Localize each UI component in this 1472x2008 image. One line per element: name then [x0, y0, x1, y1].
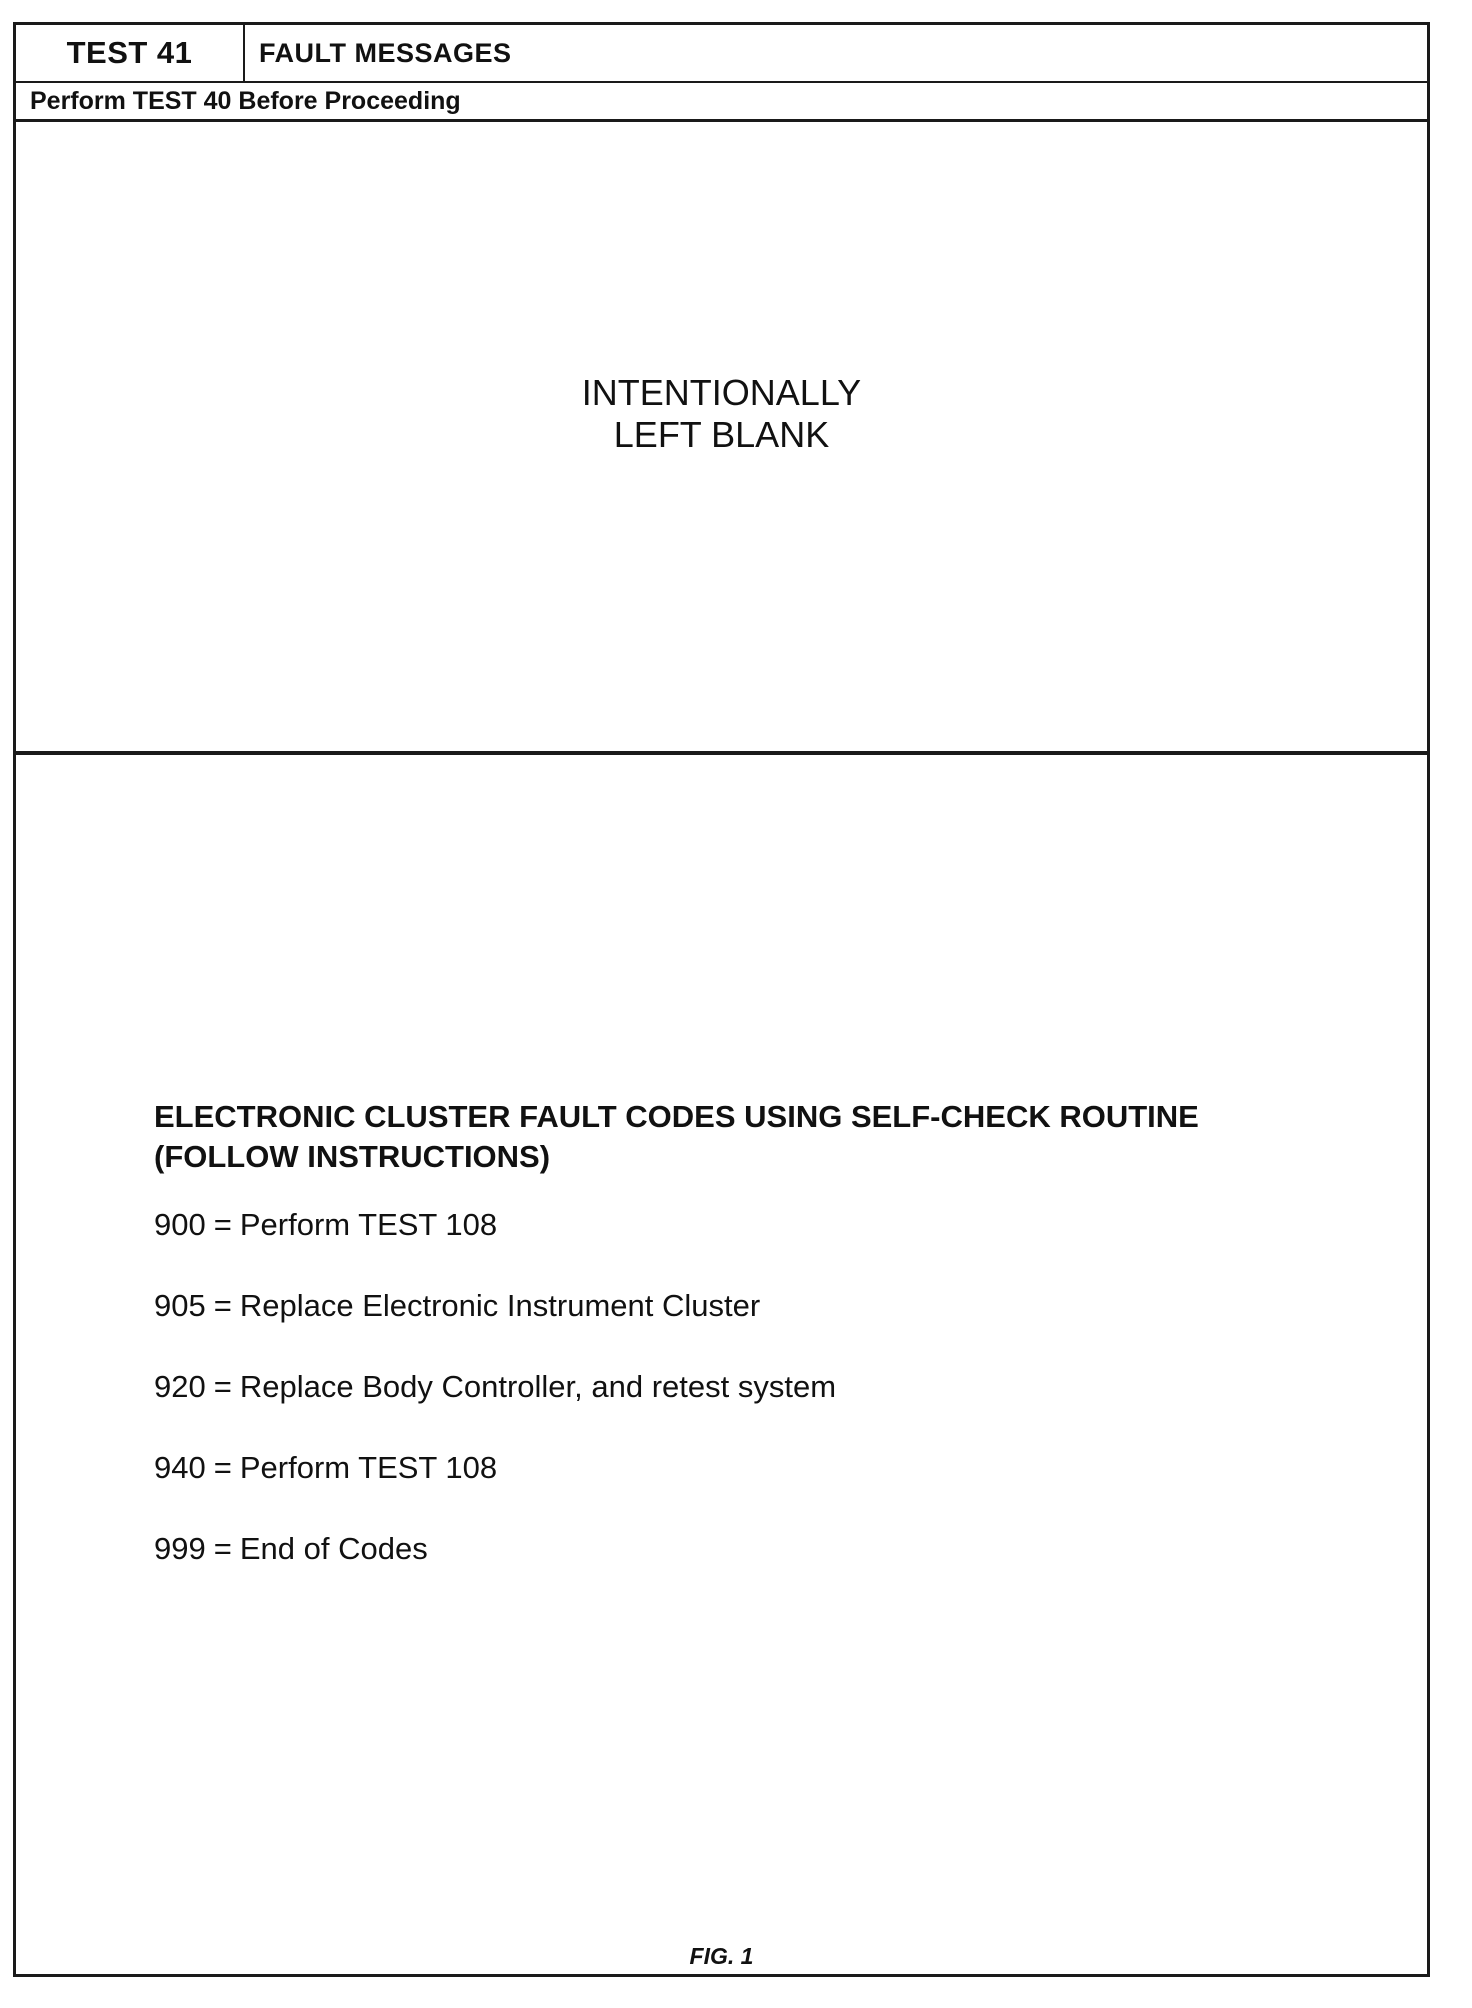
prerequisite-note: Perform TEST 40 Before Proceeding — [16, 83, 1427, 122]
fault-code-action: End of Codes — [239, 1531, 428, 1566]
fault-codes-panel — [16, 755, 1427, 1974]
blank-note-line-1: INTENTIONALLY — [581, 372, 862, 413]
fault-code-action: Replace Body Controller, and retest system — [239, 1369, 837, 1404]
test-title: FAULT MESSAGES — [259, 37, 512, 68]
test-header — [16, 25, 1427, 83]
fault-codes-heading-line-2: (FOLLOW INSTRUCTIONS) — [154, 1139, 551, 1174]
fault-code-action: Perform TEST 108 — [239, 1450, 498, 1485]
fault-code: 920 — [154, 1369, 206, 1404]
fault-code-separator: = — [213, 1288, 232, 1323]
fault-codes-list — [154, 1205, 836, 1610]
fault-code: 940 — [154, 1450, 206, 1485]
fault-code-item — [154, 1205, 836, 1286]
blank-panel — [16, 122, 1427, 755]
fault-code: 905 — [154, 1288, 206, 1323]
fault-codes-heading — [154, 1097, 1354, 1177]
intentionally-blank-note — [16, 372, 1427, 456]
fault-code-separator: = — [213, 1207, 232, 1242]
fault-code-item — [154, 1286, 836, 1367]
fault-code-item — [154, 1529, 836, 1610]
figure-caption: FIG. 1 — [689, 1943, 754, 1969]
fault-code: 999 — [154, 1531, 206, 1566]
fault-code-separator: = — [213, 1531, 232, 1566]
fault-code-action: Perform TEST 108 — [239, 1207, 498, 1242]
fault-code: 900 — [154, 1207, 206, 1242]
fault-code-separator: = — [213, 1369, 232, 1404]
fault-codes-heading-line-1: ELECTRONIC CLUSTER FAULT CODES USING SELF-CHECK ROUTINE — [154, 1099, 1199, 1134]
fault-code-action: Replace Electronic Instrument Cluster — [239, 1288, 761, 1323]
blank-note-line-2: LEFT BLANK — [613, 414, 830, 455]
fault-code-item — [154, 1367, 836, 1448]
fault-code-separator: = — [213, 1450, 232, 1485]
test-id: TEST 41 — [16, 25, 245, 81]
fault-code-item — [154, 1448, 836, 1529]
page-frame — [13, 22, 1430, 1977]
